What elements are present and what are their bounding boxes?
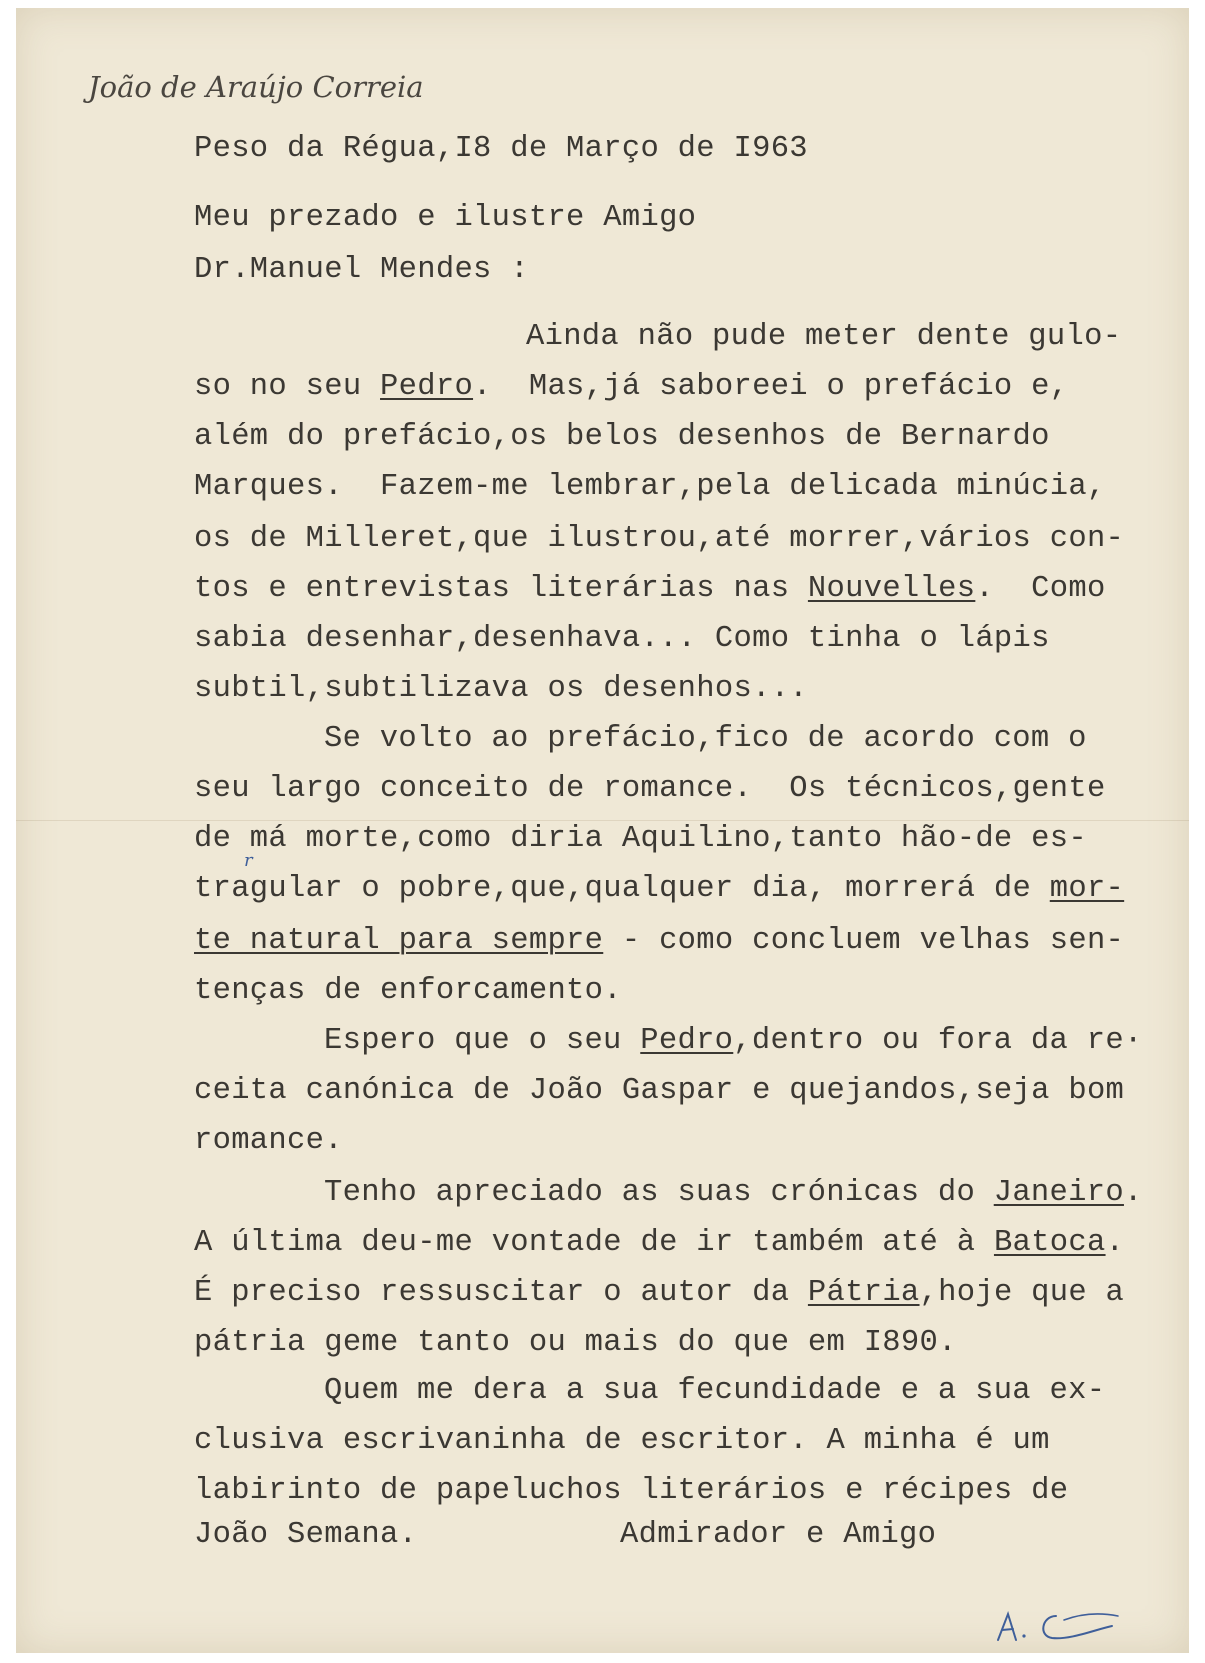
body-line: clusiva escrivaninha de escritor. A minha é um bbox=[194, 1424, 1050, 1458]
body-line: A última deu-me vontade de ir também até à Batoca. bbox=[194, 1226, 1125, 1260]
body-line: te natural para sempre - como concluem velhas sen- bbox=[194, 924, 1125, 958]
paper-fold bbox=[16, 820, 1189, 821]
body-line: tos e entrevistas literárias nas Nouvelles. Como bbox=[194, 572, 1106, 606]
body-line: Espero que o seu Pedro,dentro ou fora da re· bbox=[324, 1024, 1143, 1058]
body-line: além do prefácio,os belos desenhos de Bernardo bbox=[194, 420, 1050, 454]
underlined-place: Batoca bbox=[993, 1226, 1106, 1260]
body-line: tenças de enforcamento. bbox=[194, 974, 622, 1008]
letter-page bbox=[16, 8, 1189, 1653]
body-line: Tenho apreciado as suas crónicas do Janeiro. bbox=[324, 1176, 1143, 1210]
body-line: Marques. Fazem-me lembrar,pela delicada minúcia, bbox=[194, 470, 1106, 504]
body-line: ceita canónica de João Gaspar e quejandos,seja bom bbox=[194, 1074, 1125, 1108]
body-line: seu largo conceito de romance. Os técnicos,gente bbox=[194, 772, 1106, 806]
underlined-title: Pedro bbox=[640, 1024, 734, 1058]
body-line: sabia desenhar,desenhava... Como tinha o lápis bbox=[194, 622, 1050, 656]
body-line: Quem me dera a sua fecundidade e a sua ex- bbox=[324, 1374, 1106, 1408]
signature bbox=[994, 1606, 1134, 1646]
underlined-title: Pedro bbox=[380, 370, 474, 404]
underlined-phrase: te natural para sempre bbox=[194, 924, 604, 958]
body-line: os de Milleret,que ilustrou,até morrer,vários con- bbox=[194, 522, 1125, 556]
handwritten-correction: r bbox=[244, 850, 253, 871]
salutation-line-1: Meu prezado e ilustre Amigo bbox=[194, 201, 697, 235]
underlined-title: Pátria bbox=[807, 1276, 920, 1310]
body-line: romance. bbox=[194, 1124, 343, 1158]
body-line: subtil,subtilizava os desenhos... bbox=[194, 672, 808, 706]
body-line: pátria geme tanto ou mais do que em I890. bbox=[194, 1326, 957, 1360]
underlined-title: Janeiro bbox=[993, 1176, 1124, 1210]
letterhead: João de Araújo Correia bbox=[88, 70, 424, 104]
underlined-title: Nouvelles bbox=[807, 572, 976, 606]
underlined-phrase: mor- bbox=[1049, 872, 1125, 906]
date-line: Peso da Régua,I8 de Março de I963 bbox=[194, 132, 808, 166]
body-line: de má morte,como diria Aquilino,tanto hão-de es- bbox=[194, 822, 1087, 856]
body-line: É preciso ressuscitar o autor da Pátria,hoje que a bbox=[194, 1276, 1125, 1310]
body-line: João Semana. bbox=[194, 1518, 418, 1552]
body-line: labirinto de papeluchos literários e récipes de bbox=[194, 1474, 1069, 1508]
closing: Admirador e Amigo bbox=[620, 1518, 937, 1552]
body-line: so no seu Pedro. Mas,já saboreei o prefácio e, bbox=[194, 370, 1069, 404]
salutation-line-2: Dr.Manuel Mendes : bbox=[194, 253, 529, 287]
body-line: Se volto ao prefácio,fico de acordo com o bbox=[324, 722, 1087, 756]
body-line: Ainda não pude meter dente gulo- bbox=[526, 320, 1122, 354]
body-line: tragular o pobre,que,qualquer dia, morrerá de mor- bbox=[194, 872, 1125, 906]
